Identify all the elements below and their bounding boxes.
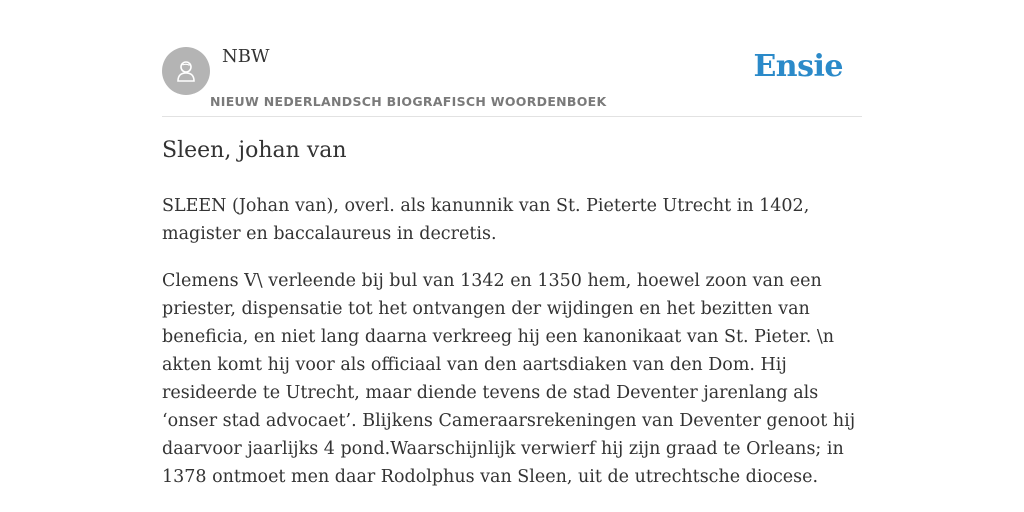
source-name[interactable]: NIEUW NEDERLANDSCH BIOGRAFISCH WOORDENBOEK [210,94,607,109]
user-icon [172,57,200,85]
article-paragraph: SLEEN (Johan van), overl. als kanunnik van St. Pieterte Utrecht in 1402, magister en baccalaureus in decretis. [162,196,810,244]
article-title: Sleen, johan van [162,138,347,163]
brand-logo[interactable]: Ensie [753,49,843,84]
article-body [162,192,872,510]
author-name[interactable]: NBW [222,46,270,67]
article-paragraph: Clemens V\ verleende bij bul van 1342 en 1350 hem, hoewel zoon van een priester, dispensatie tot het ontvangen der wijdingen en het bezitten van beneficia, en niet lang daarna verkreeg hij een kanonikaat van St. Pieter. \n akten komt hij voor als officiaal van den aartsdiaken van den Dom. Hij resideerde te Utrecht, maar diende tevens de stad Deventer jarenlang als ‘onser stad advocaet’. Blijkens Cameraarsrekeningen van Deventer genoot hij daarvoor jaarlijks 4 pond.Waarschijnlijk verwierf hij zijn graad te Orleans; in 1378 ontmoet men daar Rodolphus van Sleen, uit de utrechtsche diocese. [162,271,856,487]
article-header [162,44,862,117]
author-avatar[interactable] [162,47,210,95]
